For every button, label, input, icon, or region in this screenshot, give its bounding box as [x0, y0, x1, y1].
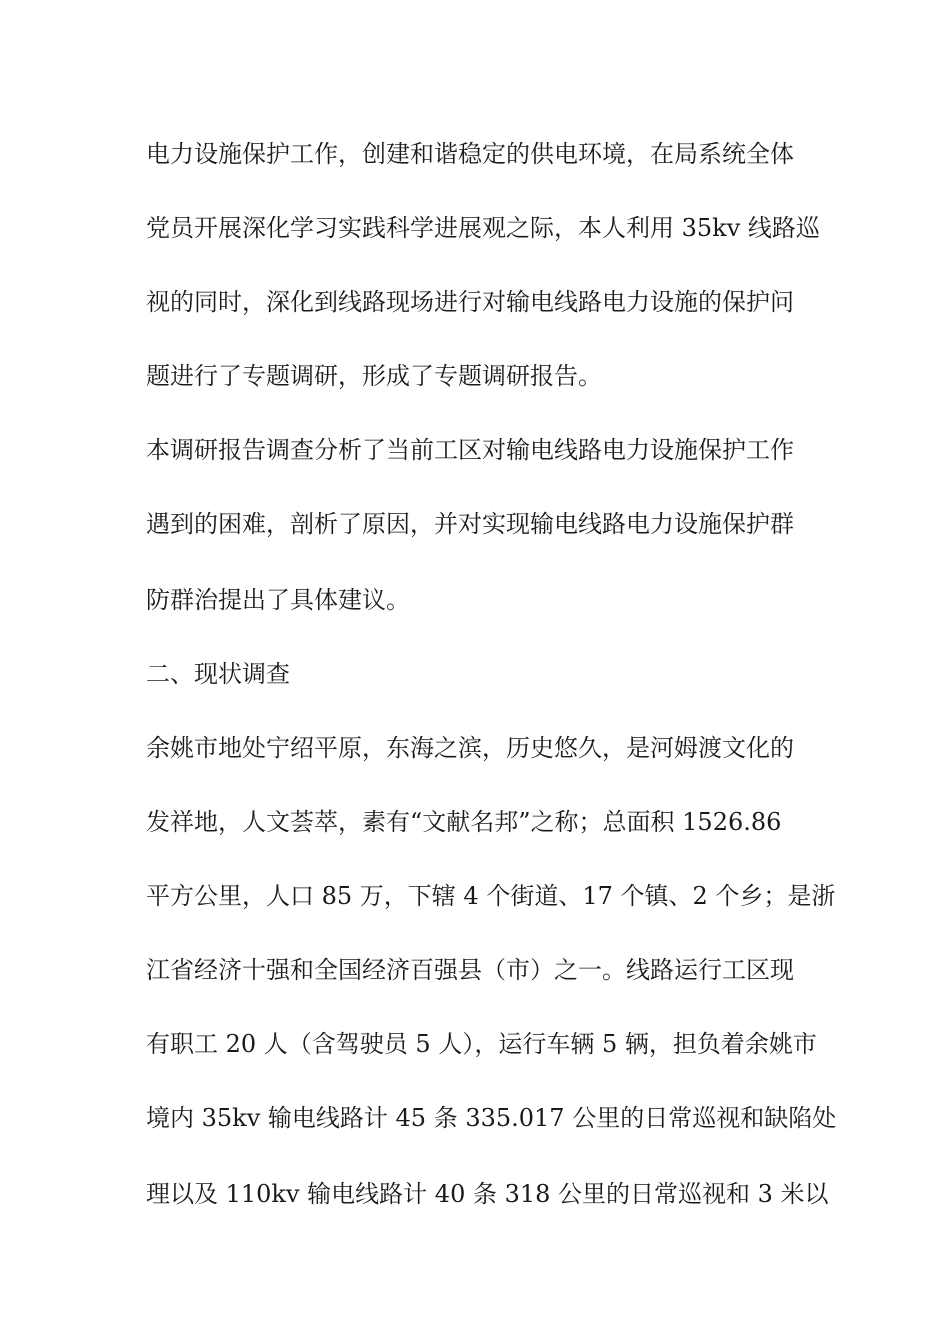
text-line: 发祥地，人文荟萃，素有“文献名邦”之称；总面积 1526.86 [146, 808, 782, 836]
text-line: 防群治提出了具体建议。 [146, 586, 410, 614]
text-line: 余姚市地处宁绍平原，东海之滨，历史悠久，是河姆渡文化的 [146, 734, 794, 762]
text-line: 电力设施保护工作，创建和谐稳定的供电环境，在局系统全体 [146, 140, 794, 168]
text-line: 视的同时，深化到线路现场进行对输电线路电力设施的保护问 [146, 288, 794, 316]
text-line: 有职工 20 人（含驾驶员 5 人），运行车辆 5 辆，担负着余姚市 [146, 1030, 817, 1058]
text-line: 理以及 110kv 输电线路计 40 条 318 公里的日常巡视和 3 米以 [146, 1180, 829, 1208]
text-line: 江省经济十强和全国经济百强县（市）之一。线路运行工区现 [146, 956, 794, 984]
text-line: 党员开展深化学习实践科学进展观之际，本人利用 35kv 线路巡 [146, 214, 820, 242]
text-line: 题进行了专题调研，形成了专题调研报告。 [146, 362, 602, 390]
text-line: 本调研报告调查分析了当前工区对输电线路电力设施保护工作 [146, 436, 794, 464]
section-heading: 二、现状调查 [146, 660, 290, 688]
text-line: 境内 35kv 输电线路计 45 条 335.017 公里的日常巡视和缺陷处 [146, 1104, 837, 1132]
text-line: 平方公里，人口 85 万，下辖 4 个街道、17 个镇、2 个乡；是浙 [146, 882, 836, 910]
text-line: 遇到的困难，剖析了原因，并对实现输电线路电力设施保护群 [146, 510, 794, 538]
